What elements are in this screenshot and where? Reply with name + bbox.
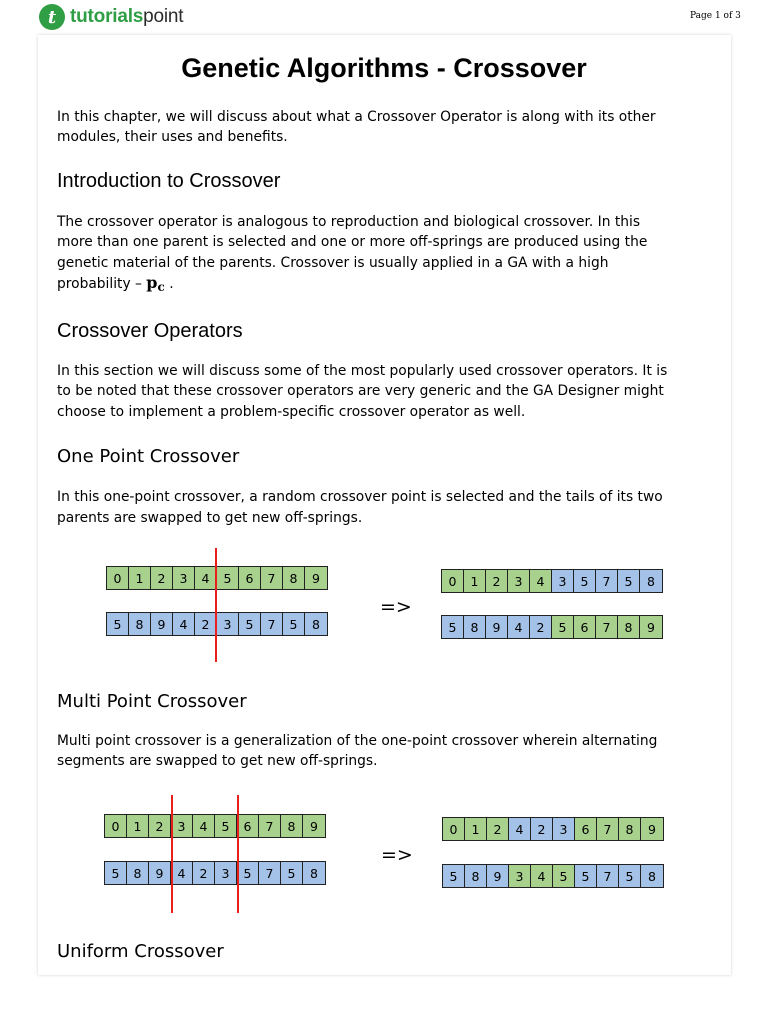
gene-cell: 1 (129, 567, 151, 589)
gene-cell: 9 (305, 567, 327, 589)
probability-text: probability – (57, 276, 142, 292)
multi-point-cut-line-1 (171, 795, 173, 913)
gene-cell: 5 (553, 865, 575, 887)
gene-cell: 5 (217, 567, 239, 589)
gene-cell: 8 (305, 613, 327, 635)
gene-cell: 4 (509, 818, 531, 840)
gene-cell: 8 (619, 818, 641, 840)
gene-cell: 5 (618, 570, 640, 592)
gene-cell: 3 (171, 815, 193, 837)
gene-cell: 2 (530, 616, 552, 638)
intro-line-1: In this chapter, we will discuss about what a Crossover Operator is along with its other (57, 109, 656, 125)
multi-point-line-2: segments are swapped to get new off-springs. (57, 753, 378, 769)
gene-cell: 5 (619, 865, 641, 887)
gene-cell: 7 (597, 865, 619, 887)
multi-point-line-1: Multi point crossover is a generalization of the one-point crossover wherein alternating (57, 733, 658, 749)
intro-para-line-4 (57, 273, 174, 298)
one-point-child1 (441, 569, 663, 593)
gene-cell: 3 (552, 570, 574, 592)
logo-icon: t (39, 4, 65, 30)
heading-one-point: One Point Crossover (57, 446, 240, 467)
gene-cell: 1 (127, 815, 149, 837)
gene-cell: 9 (487, 865, 509, 887)
gene-cell: 8 (283, 567, 305, 589)
probability-symbol (146, 273, 165, 292)
intro-line-2: modules, their uses and benefits. (57, 129, 288, 145)
gene-cell: 8 (127, 862, 149, 884)
gene-cell: 9 (486, 616, 508, 638)
gene-cell: 8 (303, 862, 325, 884)
gene-cell: 6 (574, 616, 596, 638)
one-point-line-2: parents are swapped to get new off-springs. (57, 510, 363, 526)
gene-cell: 4 (193, 815, 215, 837)
gene-cell: 7 (261, 567, 283, 589)
gene-cell: 9 (303, 815, 325, 837)
gene-cell: 5 (552, 616, 574, 638)
gene-cell: 8 (640, 570, 662, 592)
gene-cell: 0 (442, 570, 464, 592)
gene-cell: 0 (107, 567, 129, 589)
multi-point-arrow: => (381, 844, 413, 866)
gene-cell: 1 (465, 818, 487, 840)
gene-cell: 7 (597, 818, 619, 840)
logo-wordmark (70, 6, 183, 28)
gene-cell: 0 (105, 815, 127, 837)
site-logo[interactable] (39, 2, 183, 32)
gene-cell: 8 (641, 865, 663, 887)
operators-line-1: In this section we will discuss some of the most popularly used crossover operators. It is (57, 363, 668, 379)
operators-line-3: choose to implement a problem-specific crossover operator as well. (57, 404, 526, 420)
logo-text-tutorials: tutorials (70, 6, 144, 27)
gene-cell: 3 (553, 818, 575, 840)
probability-suffix: . (169, 276, 174, 292)
multi-point-child2 (442, 864, 664, 888)
heading-multi-point: Multi Point Crossover (57, 691, 247, 712)
gene-cell: 4 (508, 616, 530, 638)
gene-cell: 8 (129, 613, 151, 635)
intro-para-line-2: more than one parent is selected and one or more off-springs are produced using the (57, 234, 648, 250)
gene-cell: 3 (508, 570, 530, 592)
gene-cell: 7 (259, 815, 281, 837)
symbol-p: p (146, 273, 158, 292)
gene-cell: 5 (574, 570, 596, 592)
gene-cell: 4 (173, 613, 195, 635)
gene-cell: 2 (151, 567, 173, 589)
one-point-line-1: In this one-point crossover, a random crossover point is selected and the tails of its two (57, 489, 663, 505)
gene-cell: 5 (575, 865, 597, 887)
gene-cell: 8 (618, 616, 640, 638)
one-point-parent2 (106, 612, 328, 636)
gene-cell: 2 (486, 570, 508, 592)
gene-cell: 5 (215, 815, 237, 837)
gene-cell: 9 (640, 616, 662, 638)
heading-introduction: Introduction to Crossover (57, 170, 281, 192)
gene-cell: 8 (281, 815, 303, 837)
gene-cell: 5 (105, 862, 127, 884)
gene-cell: 3 (217, 613, 239, 635)
gene-cell: 5 (283, 613, 305, 635)
gene-cell: 4 (530, 570, 552, 592)
gene-cell: 4 (195, 567, 217, 589)
gene-cell: 7 (259, 862, 281, 884)
gene-cell: 8 (465, 865, 487, 887)
multi-point-cut-line-2 (237, 795, 239, 913)
gene-cell: 8 (464, 616, 486, 638)
multi-point-child1 (442, 817, 664, 841)
gene-cell: 2 (487, 818, 509, 840)
gene-cell: 9 (151, 613, 173, 635)
gene-cell: 4 (171, 862, 193, 884)
gene-cell: 6 (575, 818, 597, 840)
gene-cell: 4 (531, 865, 553, 887)
gene-cell: 6 (237, 815, 259, 837)
gene-cell: 9 (149, 862, 171, 884)
gene-cell: 9 (641, 818, 663, 840)
gene-cell: 5 (107, 613, 129, 635)
page-indicator: Page 1 of 3 (690, 11, 741, 21)
one-point-child2 (441, 615, 663, 639)
multi-point-parent2 (104, 861, 326, 885)
gene-cell: 7 (596, 570, 618, 592)
gene-cell: 5 (281, 862, 303, 884)
gene-cell: 5 (443, 865, 465, 887)
gene-cell: 1 (464, 570, 486, 592)
gene-cell: 0 (443, 818, 465, 840)
gene-cell: 5 (237, 862, 259, 884)
intro-para-line-3: genetic material of the parents. Crossover is usually applied in a GA with a high (57, 255, 609, 271)
page-title: Genetic Algorithms - Crossover (181, 53, 587, 83)
operators-line-2: to be noted that these crossover operators are very generic and the GA Designer might (57, 383, 664, 399)
gene-cell: 2 (531, 818, 553, 840)
heading-uniform: Uniform Crossover (57, 941, 224, 962)
gene-cell: 7 (596, 616, 618, 638)
gene-cell: 3 (509, 865, 531, 887)
gene-cell: 6 (239, 567, 261, 589)
gene-cell: 3 (173, 567, 195, 589)
logo-text-point: point (143, 6, 184, 27)
gene-cell: 2 (195, 613, 217, 635)
intro-para-line-1: The crossover operator is analogous to reproduction and biological crossover. In this (57, 214, 641, 230)
gene-cell: 2 (193, 862, 215, 884)
one-point-parent1 (106, 566, 328, 590)
symbol-sub-c: c (157, 280, 165, 294)
gene-cell: 2 (149, 815, 171, 837)
multi-point-parent1 (104, 814, 326, 838)
gene-cell: 5 (442, 616, 464, 638)
one-point-arrow: => (380, 596, 412, 618)
gene-cell: 5 (239, 613, 261, 635)
gene-cell: 3 (215, 862, 237, 884)
one-point-cut-line (215, 548, 217, 662)
gene-cell: 7 (261, 613, 283, 635)
heading-crossover-operators: Crossover Operators (57, 320, 243, 342)
